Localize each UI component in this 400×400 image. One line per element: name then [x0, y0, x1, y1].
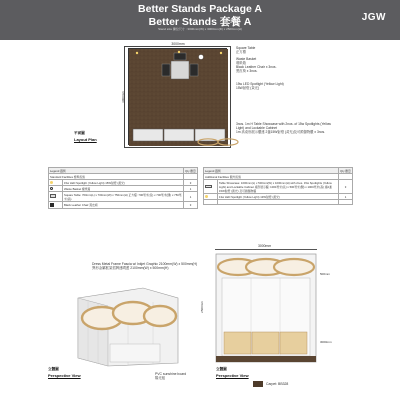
fascia-sign	[144, 306, 176, 326]
perspective-left-drawing	[68, 278, 188, 368]
persp-right-title-zh: 立體圖	[216, 367, 227, 371]
qty-header: Qty 數量	[185, 168, 196, 173]
fascia-plan-symbol	[196, 137, 242, 147]
chair	[162, 64, 170, 76]
waste-basket	[199, 55, 204, 60]
title-zh: Better Stands 套餐 A	[148, 16, 252, 28]
page-header	[0, 0, 400, 40]
plan-title-en: Layout Plan	[74, 137, 97, 142]
waste-basket-icon	[50, 187, 53, 190]
persp-left-title-en: Perspective View	[48, 373, 81, 378]
showcase-icon	[205, 185, 212, 188]
persp-width-dimension: 3000mm	[258, 244, 272, 248]
persp-depth-dimension: 3000mm	[320, 340, 332, 344]
persp-left-title-zh: 立體圖	[48, 367, 59, 371]
fascia-sign	[274, 259, 314, 275]
spotlight-icon	[205, 195, 208, 198]
persp-right-title-en: Perspective View	[216, 373, 249, 378]
carpet-swatch	[253, 381, 263, 387]
chair-icon	[50, 203, 54, 207]
pvc-note: PVC sunshine board 陽光板	[155, 372, 187, 380]
table-showcase	[110, 344, 160, 362]
chair	[190, 64, 198, 76]
spotlight-icon	[136, 52, 138, 54]
note-square-table: Square Table 正方檯	[236, 46, 256, 54]
table-showcase	[164, 129, 194, 141]
table-showcase	[280, 332, 307, 354]
spotlight-icon	[220, 52, 222, 54]
note-spotlight: 15w LED Spotlight (Yellow Light) 15W射燈 (黃光)	[236, 82, 284, 90]
perspective-right-drawing	[214, 252, 318, 364]
note-waste-basket: Waste Basket 廢紙箱	[236, 57, 257, 65]
spotlight-icon	[178, 51, 180, 53]
table-showcase	[133, 129, 163, 141]
brand-logo: JGW	[361, 12, 386, 23]
table-showcase	[252, 332, 279, 354]
stand-size-subtitle: Stand size 攤位尺寸 : 3000mm(W) x 3000mm(D) x 2500mm(H)	[158, 27, 242, 31]
carpet-floor	[216, 356, 316, 362]
chair	[174, 53, 186, 60]
table-showcase	[224, 332, 251, 354]
carpet-label: Carpet: BB328	[266, 382, 289, 386]
plan-title-zh: 平面圖	[74, 131, 85, 135]
persp-height-dimension: 2500mm	[199, 301, 204, 313]
plan-depth-dimension: 3000mm	[120, 91, 125, 103]
title-en: Better Stands Package A	[138, 3, 262, 15]
legend-header: Legend 圖例	[49, 168, 184, 174]
note-chairs: Black Leather Chair x 3nos. 黑皮椅 x 3nos.	[236, 65, 277, 73]
layout-plan-floor	[128, 48, 227, 145]
legend-additional-table: Legend 圖例 Qty 數量 Additional Facilities 額外設施 Table Showcase: 1000mm(L) x 500mm(W) x 1000mm(H) with 2nos. 15w Spotlights (Yellow Light) and Lockable Cabinet 桌形展示櫃: 1000毫米(長) x 500毫米(闊) x 1000毫米(高) 連2盞15W射燈 (黃光) 及可鎖儲物櫃 3 13w LED Spotlight (Yellow Light) 13W射燈 (黃光) 1	[203, 167, 353, 205]
plan-width-dimension: 3000mm	[171, 42, 185, 46]
persp-side-height: 500mm	[320, 272, 331, 276]
fascia-note: Dress Metal Frame Fascia w/ Inkjet Graphic 2100mm(W) x 500mm(H) 異形金屬框架招牌連噴畫 2100mm(W) x 500mm(H)	[92, 262, 198, 270]
table-icon	[50, 194, 56, 198]
square-table	[171, 61, 189, 79]
note-showcase: 3nos. 1m H Table Showcase with 2nos. of 15w Spotlights (Yellow Light) and Lockable Cabinet 1m 高桌形展示櫃連 2盞15W射燈 (黃光)及可鎖儲物櫃 x 3nos.	[236, 122, 331, 134]
spotlight-icon	[50, 181, 53, 184]
plan-drawing	[129, 49, 228, 146]
legend-standard-table: Legend 圖例 Qty 數量 Standard Facilities 標準設施 15w LED Spotlight (Yellow Light) 15W射燈 (黃光) 3 Waste Basket 廢紙箱 1 Square Table: 700mm(L) x 700mm(W) x 750mm(H) 正方檯: 700毫米(長) x 700毫米(闊) x 750毫米(高) 1 Black Leather Chair 黑皮椅 3	[50, 168, 196, 207]
